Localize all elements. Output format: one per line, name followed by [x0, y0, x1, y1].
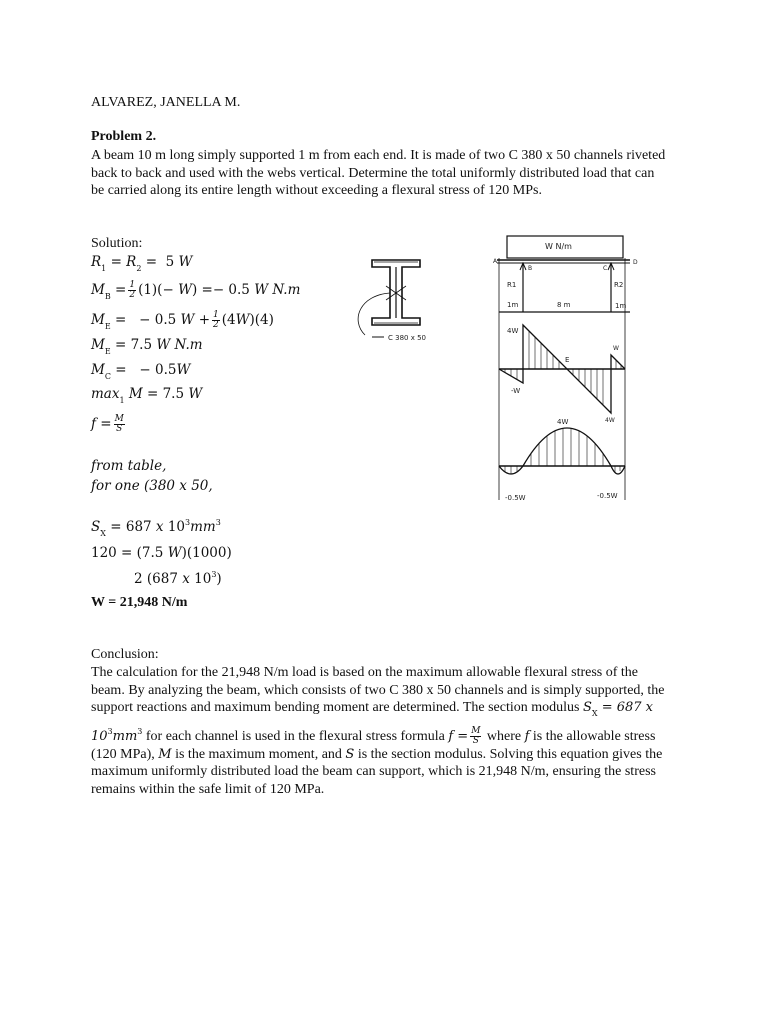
channel-section-sketch: [340, 250, 450, 350]
reaction-r1-label: R1: [507, 281, 517, 289]
from-table-text: from table,: [91, 458, 167, 474]
point-b-label: B: [528, 265, 533, 272]
moment-max-label: 4W: [557, 418, 569, 426]
conclusion-part-6: is the section modulus. Solving this equation gives the maximum uniformly distributed load the beam can support, which is 21,948 N/m, ensuring the stress remains within the safe limit of 120 MPa.: [91, 746, 663, 797]
conclusion-part-4: is the allowable stress (120 MPa),: [91, 728, 656, 762]
for-one-text: for one (380 x 50,: [91, 478, 213, 494]
problem-heading: Problem 2.: [91, 129, 157, 144]
point-d-label: D: [633, 259, 638, 266]
shear-w-right-label: W: [613, 345, 619, 352]
moment-left-label: -0.5W: [505, 494, 526, 502]
point-e-label: E: [565, 356, 570, 364]
equation-flexure-formula: f = $\frac{M}{S}$: [91, 414, 124, 434]
moment-right-label: -0.5W: [597, 492, 618, 500]
length-right-label: 1m: [615, 302, 627, 310]
length-left-label: 1m: [507, 301, 519, 309]
equation-stress-numerator: 120 = (7.5 W)(1000): [91, 545, 232, 561]
length-mid-label: 8 m: [557, 301, 571, 309]
section-label: C 380 x 50: [388, 334, 426, 342]
conclusion-part-5: is the maximum moment, and: [175, 746, 342, 762]
point-a-label: A: [493, 258, 498, 265]
equation-moment-e: $M_E$ = − 0.5 W + $\frac{1}{2}$ (4W)(4): [91, 310, 274, 331]
shear-neg-w-label: -W: [511, 387, 521, 395]
conclusion-part-2: for each channel is used in the flexural stress formula: [145, 728, 445, 744]
equation-section-modulus: $S_X = 687$ x $10^3mm^3$: [91, 518, 221, 538]
conclusion-section-modulus: $S_X = 687$ x $10^3mm^3$: [91, 700, 654, 744]
conclusion-formula: f = $\frac{M}{S}$: [448, 725, 481, 746]
equation-stress-denominator: 2 (687 x $10^3$): [134, 570, 222, 587]
beam-diagram: [485, 230, 645, 510]
load-label: W N/m: [545, 242, 572, 251]
conclusion-part-3: where: [486, 728, 522, 744]
conclusion-heading: Conclusion:: [91, 647, 159, 662]
equation-moment-e-result: $M_E = 7.5$ W N.m: [91, 337, 203, 356]
result-w: W = 21,948 N/m: [91, 595, 188, 610]
reaction-r2-label: R2: [614, 281, 624, 289]
point-c-label: C: [603, 265, 608, 272]
equation-moment-c: $M_C$ = − 0.5W: [91, 362, 191, 381]
equation-moment-b: $M_B$ = $\frac{1}{2}$ (1)(− W) =− 0.5 W N.m: [91, 280, 301, 301]
problem-statement: A beam 10 m long simply supported 1 m from each end. It is made of two C 380 x 50 channels riveted back to back and used with the webs vertical. Determine the total uniformly distributed load that can be carried along its entire length without exceeding a flexural stress of 120 MPs.: [91, 148, 666, 198]
author-name: ALVAREZ, JANELLA M.: [91, 95, 241, 110]
equation-max-moment: $\max_1 M = 7.5$ W: [91, 386, 203, 405]
shear-4w-label: 4W: [507, 327, 519, 335]
shear-4w-right-label: 4W: [605, 417, 615, 424]
equation-reactions: $R_1 = R_2 = 5$ W: [91, 254, 193, 273]
conclusion-text: The calculation for the 21,948 N/m load is based on the maximum allowable flexural stress of the beam. By analyzing the beam, which consists of two C 380 x 50 channels and is simply supported, the support reactions and maximum bending moment are determined. The section modulus $S_X = 687$ x $10^3mm^3$ for each channel is used in the flexural stress formula f = $\frac{M}{S}$ where f is the allowable stress (120 MPa), M is the maximum moment, and S is the section modulus. Solving this equation gives the maximum uniformly distributed load the beam can support, which is 21,948 N/m, ensuring the stress remains within the safe limit of 120 MPa.: [91, 665, 665, 797]
solution-heading: Solution:: [91, 236, 143, 251]
conclusion-part-1: The calculation for the 21,948 N/m load is based on the maximum allowable flexural stress of the beam. By analyzing the beam, which consists of two C 380 x 50 channels and is simply supported, the support reactions and maximum bending moment are determined. The section modulus: [91, 665, 665, 715]
